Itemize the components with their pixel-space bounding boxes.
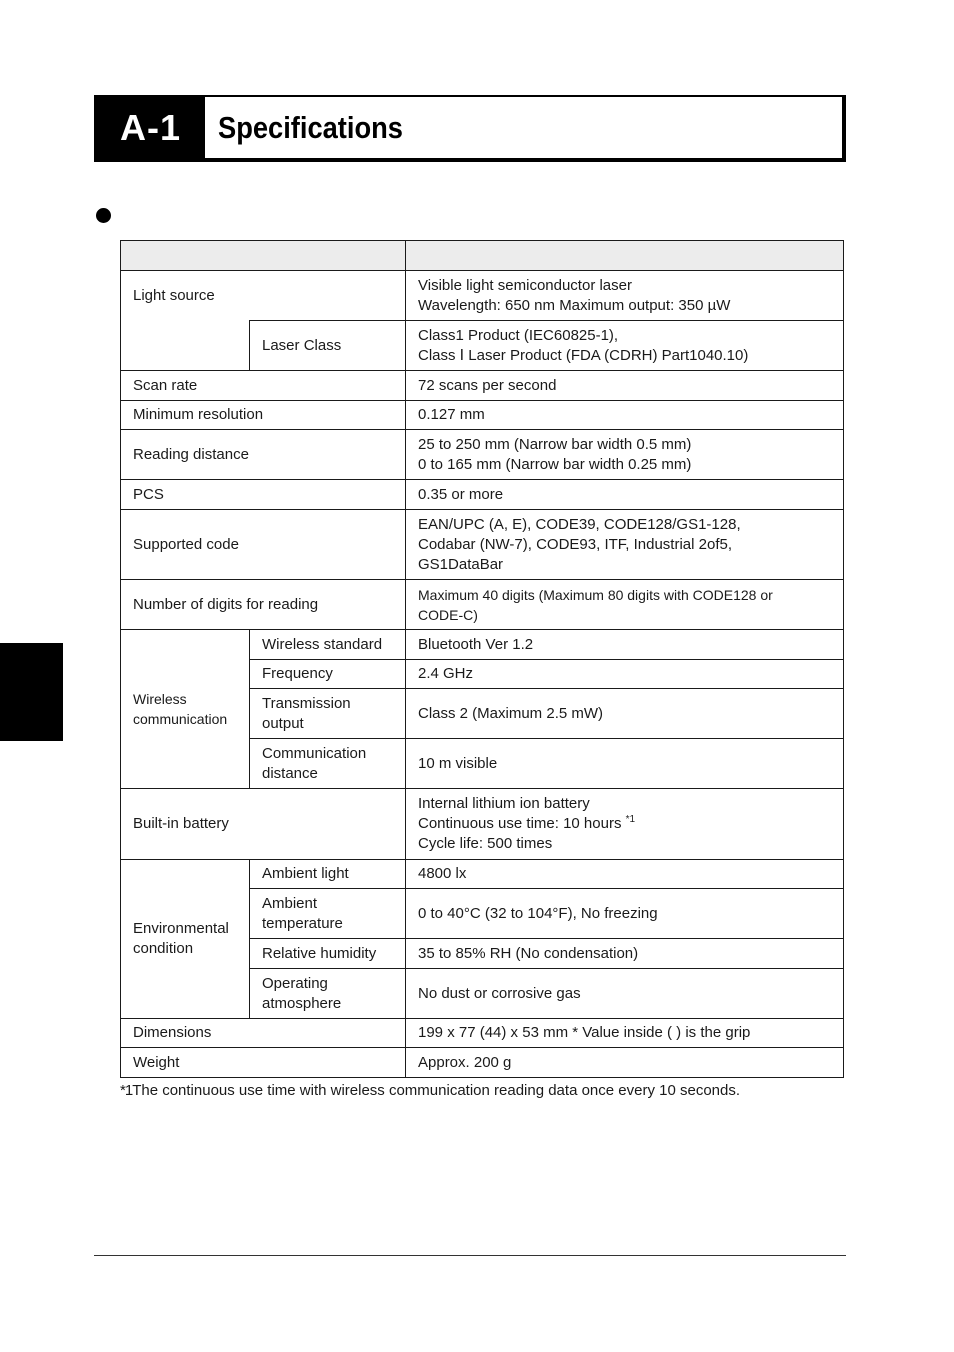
- table-row: [121, 580, 844, 630]
- row-label: Number of digits for reading: [121, 580, 406, 630]
- value-line: [418, 814, 831, 834]
- row-value: Bluetooth Ver 1.2: [406, 630, 844, 660]
- label-line: Communication: [262, 744, 367, 762]
- label-line: atmosphere: [262, 994, 342, 1012]
- footnote-ref: *1: [625, 814, 636, 825]
- value-line: Internal lithium ion battery: [418, 795, 590, 812]
- row-value: Approx. 200 g: [406, 1048, 844, 1078]
- row-sublabel: Laser Class: [250, 321, 406, 371]
- value-line: Cycle life: 500 times: [418, 835, 553, 852]
- row-label: Dimensions: [121, 1019, 406, 1048]
- label-line: Ambient: [262, 894, 318, 912]
- row-value: [406, 430, 844, 480]
- value-line: Class Ⅰ Laser Product (FDA (CDRH) Part1040.10): [418, 346, 749, 364]
- row-sublabel: Frequency: [250, 660, 406, 689]
- row-label: Reading distance: [121, 430, 406, 480]
- footer-divider: [94, 1255, 846, 1256]
- row-sublabel: Ambient light: [250, 860, 406, 889]
- table-row: [121, 1048, 844, 1078]
- chapter-tab: [0, 643, 63, 741]
- row-value: [406, 321, 844, 371]
- row-sublabel: Wireless standard: [250, 630, 406, 660]
- row-value: 72 scans per second: [406, 371, 844, 401]
- value-line: Visible light semiconductor laser: [418, 276, 632, 294]
- row-value: [406, 580, 844, 630]
- row-value: Class 2 (Maximum 2.5 mW): [406, 689, 844, 739]
- value-line: Maximum 40 digits (Maximum 80 digits with CODE128 or: [418, 586, 773, 603]
- row-sublabel: [250, 889, 406, 939]
- table-row: [121, 401, 844, 430]
- table-row: [121, 860, 844, 889]
- row-label: Built-in battery: [121, 789, 406, 860]
- row-value: 0 to 40°C (32 to 104°F), No freezing: [406, 889, 844, 939]
- section-header: [94, 95, 846, 162]
- row-sublabel: [250, 689, 406, 739]
- row-value: 4800 lx: [406, 860, 844, 889]
- footnote-mark: *1: [120, 1082, 133, 1099]
- row-value: 2.4 GHz: [406, 660, 844, 689]
- specifications-table: [120, 240, 844, 1078]
- row-label: Weight: [121, 1048, 406, 1078]
- footnote: [120, 1081, 740, 1101]
- row-value: [406, 510, 844, 580]
- row-label: Light source: [121, 271, 406, 321]
- row-label: Supported code: [121, 510, 406, 580]
- value-line: 0 to 165 mm (Narrow bar width 0.25 mm): [418, 455, 692, 473]
- row-value: No dust or corrosive gas: [406, 969, 844, 1019]
- footnote-text: The continuous use time with wireless communication reading data once every 10 seconds.: [132, 1082, 741, 1099]
- row-sublabel: [250, 739, 406, 789]
- table-row: [121, 371, 844, 401]
- table-header-spec: [406, 241, 844, 271]
- section-code: A-1: [96, 97, 205, 158]
- label-line: communication: [133, 711, 228, 727]
- label-line: Operating: [262, 974, 328, 992]
- table-header-row: [121, 241, 844, 271]
- value-text: Continuous use time: 10 hours: [418, 815, 626, 832]
- group-label-environment: [121, 860, 250, 1019]
- table-row: [121, 510, 844, 580]
- label-line: condition: [133, 940, 194, 957]
- label-line: temperature: [262, 914, 343, 932]
- value-line: GS1DataBar: [418, 555, 504, 573]
- row-value: 10 m visible: [406, 739, 844, 789]
- label-line: Wireless: [133, 691, 187, 707]
- table-row: [121, 271, 844, 321]
- row-label: PCS: [121, 480, 406, 510]
- row-label: Minimum resolution: [121, 401, 406, 430]
- row-label: Scan rate: [121, 371, 406, 401]
- row-value: [406, 789, 844, 860]
- group-label-wireless: [121, 630, 250, 789]
- row-sublabel: Relative humidity: [250, 939, 406, 969]
- table-row: [121, 430, 844, 480]
- value-line: EAN/UPC (A, E), CODE39, CODE128/GS1-128,: [418, 515, 741, 533]
- label-line: output: [262, 714, 304, 732]
- table-row: [121, 630, 844, 660]
- row-value: [406, 271, 844, 321]
- bullet-icon: [96, 208, 111, 223]
- table-header-item: [121, 241, 406, 271]
- label-line: Environmental: [133, 920, 229, 937]
- table-row: [121, 321, 844, 371]
- row-value: 199 x 77 (44) x 53 mm * Value inside ( ) is the grip: [406, 1019, 844, 1048]
- value-line: Class1 Product (IEC60825-1),: [418, 326, 619, 344]
- row-sublabel: [250, 969, 406, 1019]
- row-value: 0.127 mm: [406, 401, 844, 430]
- value-line: Wavelength: 650 nm Maximum output: 350 µW: [418, 296, 731, 314]
- table-row: [121, 480, 844, 510]
- value-line: Codabar (NW-7), CODE93, ITF, Industrial 2of5,: [418, 535, 733, 553]
- value-line: CODE-C): [418, 606, 478, 623]
- value-line: 25 to 250 mm (Narrow bar width 0.5 mm): [418, 435, 692, 453]
- label-line: distance: [262, 764, 318, 782]
- label-line: Transmission: [262, 694, 351, 712]
- table-row: [121, 789, 844, 860]
- page-title: Specifications: [218, 109, 403, 145]
- row-value: 35 to 85% RH (No condensation): [406, 939, 844, 969]
- row-value: 0.35 or more: [406, 480, 844, 510]
- row-label-empty: [121, 321, 250, 371]
- table-row: [121, 1019, 844, 1048]
